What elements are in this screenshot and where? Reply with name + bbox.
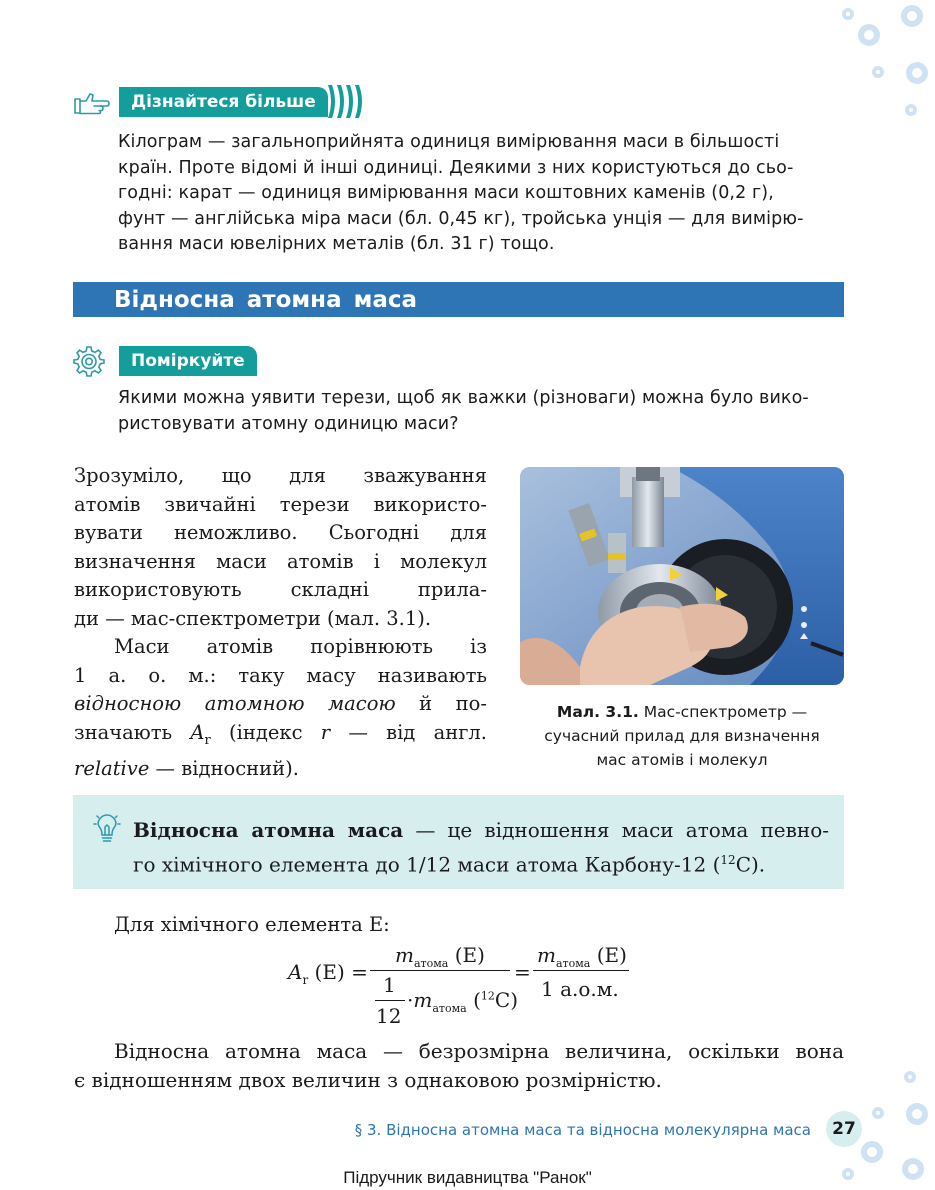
publisher-line: Підручник видавництва "Ранок" — [343, 1168, 592, 1187]
equals-sign: = — [514, 960, 531, 984]
decor-bubble — [904, 1071, 916, 1083]
closing-line: є відношенням двох величин з однаковою розмірністю. — [74, 1068, 662, 1092]
text-fragment: (індекс — [210, 720, 321, 744]
decor-bubble — [861, 1141, 883, 1163]
figure-caption — [520, 700, 844, 772]
closing-paragraph — [74, 1037, 844, 1095]
symbol-m: m — [413, 988, 433, 1012]
learn-more-badge: Дізнайтеся більше — [119, 87, 328, 117]
body-line: атомів звичайні терези використо- — [74, 492, 487, 516]
fraction1-bar — [370, 970, 510, 971]
fraction-twelve: 12 — [376, 1004, 402, 1028]
badge-stripes-decoration — [326, 85, 366, 118]
text-fragment: Мас-спектрометр — — [638, 703, 808, 721]
text-fragment: C) — [494, 988, 518, 1012]
fraction2-denominator: 1 а.о.м. — [541, 977, 619, 1001]
body-line: Зрозуміло, що для зважування — [74, 464, 487, 487]
text-fragment: — це відношення маси атома певно- — [403, 818, 829, 842]
symbol-subscript: атома — [413, 957, 449, 970]
text-fragment: го хімічного елемента до 1/12 маси атома Карбону-12 ( — [133, 852, 721, 877]
decor-bubble — [872, 66, 884, 78]
body-line: 1 а. о. м.: таку масу називають — [74, 663, 487, 687]
text-fragment: (E) — [448, 943, 485, 967]
fraction1-denominator — [407, 988, 518, 1015]
isotope-superscript: 12 — [720, 853, 736, 867]
decor-bubble — [906, 1103, 928, 1125]
caption-line: сучасний прилад для визначення — [544, 727, 820, 745]
text-fragment: (E) — [590, 943, 627, 967]
definition-text — [133, 815, 829, 880]
think-badge: Поміркуйте — [119, 346, 257, 376]
isotope-superscript: 12 — [480, 989, 495, 1003]
fraction2-bar — [533, 970, 629, 971]
learn-more-line: вання маси ювелірних металів (бл. 31 г) тощо. — [118, 234, 555, 254]
caption-line: мас атомів і молекул — [596, 751, 768, 769]
learn-more-line: Кілограм — загальноприйнята одиниця вимірювання маси в більшості — [118, 132, 780, 152]
think-line: Якими можна уявити терези, щоб як важки (різноваги) можна було вико- — [118, 388, 809, 408]
symbol-r: r — [320, 720, 331, 744]
hand-pointing-icon — [73, 89, 113, 117]
text-fragment: й по- — [395, 692, 487, 715]
body-line: ди — мас-спектрометри (мал. 3.1). — [74, 606, 432, 630]
fraction2-numerator — [537, 943, 627, 970]
decor-bubble — [872, 1107, 884, 1119]
symbol-subscript: атома — [555, 957, 591, 970]
decor-bubble — [858, 24, 880, 46]
formula-lhs — [288, 960, 368, 987]
inner-fraction-bar — [375, 1000, 405, 1001]
decor-bubble — [842, 8, 854, 20]
symbol-m: m — [537, 943, 556, 967]
decor-bubble — [906, 62, 928, 84]
caption-line — [520, 700, 844, 724]
learn-more-line: країн. Проте відомі й інші одиниці. Деякими з них користуються до сьо- — [118, 157, 794, 178]
definition-line — [133, 845, 829, 880]
symbol-A: A — [288, 960, 303, 984]
body-line: використовують складні прила- — [74, 578, 487, 601]
body-line — [74, 719, 487, 755]
lightbulb-icon — [93, 813, 121, 845]
body-line: визначення маси атомів і молекул — [74, 549, 487, 573]
decor-bubble — [905, 104, 917, 116]
text-fragment: — відносний). — [149, 756, 299, 780]
text-fragment: значають — [74, 720, 191, 744]
text-fragment: C). — [735, 852, 766, 877]
gear-icon — [73, 345, 105, 377]
body-line — [74, 755, 487, 784]
text-fragment: — від англ. — [330, 720, 487, 744]
body-line — [74, 690, 487, 719]
definition-line — [133, 815, 829, 845]
page-number: 27 — [826, 1111, 862, 1147]
running-footer: § 3. Відносна атомна маса та відносна молекулярна маса — [354, 1121, 811, 1139]
text-fragment: (E) = — [308, 960, 368, 984]
learn-more-line: фунт — англійська міра маси (бл. 0,45 кг), тройська унція — для вимірю- — [118, 208, 804, 229]
decor-bubble — [901, 5, 923, 27]
multiplication-dot: · — [407, 988, 414, 1012]
symbol-subscript: r — [302, 973, 309, 987]
symbol-m: m — [395, 943, 414, 967]
body-paragraph — [74, 462, 487, 783]
think-question — [118, 386, 830, 437]
body-line: Маси атомів порівнюють із — [114, 635, 487, 658]
learn-more-text — [118, 130, 830, 258]
term-italic: відносною атомною масою — [74, 692, 396, 715]
formula-intro: Для хімічного елемента Е: — [114, 913, 390, 936]
symbol-subscript: r — [204, 732, 211, 748]
mass-spectrometer-photo — [520, 467, 844, 685]
section-title: Відносна атомна маса — [114, 287, 418, 313]
closing-line: Відносна атомна маса — безрозмірна величина, оскільки вона — [114, 1039, 844, 1063]
fraction-one: 1 — [383, 973, 396, 997]
think-line: ристовувати атомну одиницю маси? — [118, 413, 459, 434]
caption-label: Мал. 3.1. — [556, 703, 639, 721]
fraction1-numerator — [395, 943, 485, 970]
text-fragment: ( — [466, 988, 481, 1012]
symbol-subscript: атома — [432, 1002, 467, 1015]
english-word: relative — [74, 756, 150, 780]
definition-term: Відносна атомна маса — [133, 818, 404, 842]
symbol-A: A — [190, 720, 205, 744]
learn-more-line: годні: карат — одиниця вимірювання маси коштовних каменів (0,2 г), — [118, 183, 774, 203]
body-line: вувати неможливо. Сьогодні для — [74, 521, 487, 544]
